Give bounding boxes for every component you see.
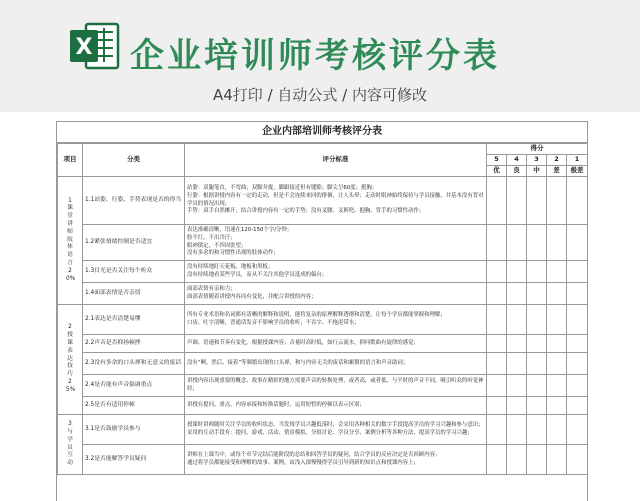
score-value: 3 <box>527 155 547 166</box>
table-row <box>58 397 588 415</box>
score-input-cell[interactable] <box>527 305 547 335</box>
score-input-cell[interactable] <box>547 397 567 415</box>
table-row <box>58 305 588 335</box>
criteria-cell: 授课时讲师随时关注学员的收听状态，当发现学员兴趣低落时，会采用各种相关的数字手段提高学员的学习兴趣和参与意识； 采用的互动手段有：提问、游戏、活动、情景模拟、分组讨论、学员分享、案例分析等各种方法，提高学员的学习兴趣； <box>185 415 487 445</box>
subcategory-cell: 1.1站姿、行姿、手势表现是否的得当 <box>83 177 185 225</box>
score-input-cell[interactable] <box>547 335 567 353</box>
criteria-cell: 讲师在上课当中，或每个章节完结后能阶段的总结和回答学员的疑问，结合学员的反应决定是否回顾内容； 通过将学员都能接受和理解的故事、案例，由浅入深慢慢得学员引导到新的知识点和授课内容上； <box>185 445 487 475</box>
score-input-cell[interactable] <box>487 283 507 305</box>
page-title: 企业培训师考核评分表 <box>130 36 500 76</box>
table-row <box>58 415 588 445</box>
score-input-cell[interactable] <box>527 177 547 225</box>
score-input-cell[interactable] <box>507 225 527 261</box>
group-name: 3与学员互动 <box>67 421 73 467</box>
score-input-cell[interactable] <box>547 283 567 305</box>
score-input-cell[interactable] <box>567 375 588 397</box>
score-input-cell[interactable] <box>487 397 507 415</box>
subcategory-cell: 1.4面部表情是否亲切 <box>83 283 185 305</box>
page-subtitle: A4打印 / 自动公式 / 内容可修改 <box>213 86 427 104</box>
score-input-cell[interactable] <box>527 397 547 415</box>
score-value: 4 <box>507 155 527 166</box>
score-input-cell[interactable] <box>507 177 527 225</box>
score-input-cell[interactable] <box>547 445 567 475</box>
score-input-cell[interactable] <box>507 375 527 397</box>
score-input-cell[interactable] <box>507 283 527 305</box>
table-row <box>58 375 588 397</box>
score-input-cell[interactable] <box>487 375 507 397</box>
score-input-cell[interactable] <box>547 415 567 445</box>
header-score: 得分 <box>487 144 588 155</box>
subcategory-cell: 2.2声音是否抑扬顿挫 <box>83 335 185 353</box>
score-input-cell[interactable] <box>487 225 507 261</box>
score-input-cell[interactable] <box>527 375 547 397</box>
score-input-cell[interactable] <box>507 353 527 375</box>
criteria-cell: 所有专业术语和名词都有清晰的解释和说明，能将复杂的原理解释透彻和清楚，让每个学员都能掌握和理解； 口齿、吐字清晰，普通话发音不影响学员的收听；不吞字、不拖泥带水； <box>185 305 487 335</box>
score-input-cell[interactable] <box>487 177 507 225</box>
subcategory-cell: 3.2是否能解答学员疑问 <box>83 445 185 475</box>
table-row <box>58 353 588 375</box>
table-row <box>58 283 588 305</box>
score-input-cell[interactable] <box>527 335 547 353</box>
score-input-cell[interactable] <box>507 397 527 415</box>
header-category: 分类 <box>83 144 185 177</box>
group-name-cell <box>58 305 83 415</box>
score-label: 差 <box>547 166 567 177</box>
criteria-cell: 站姿：双腿笔直，不弯曲；双脚并拢，脚跟接近但有缝隙；脚尖呈60度；挺胸； 行姿：根据讲授内容有一定的走动，但是不会连续来回的徘徊，让人头晕；走动时眼神始终保持与学员接触，并基本没有背对学员的情况出现； 手势：双手自然摊开，结合讲授内容有一定的手势；没有叉腰、叉裤兜、抱胸、背手的习惯性动作； <box>185 177 487 225</box>
subcategory-cell: 2.3没有多余的口头禅和无意义的废话 <box>83 353 185 375</box>
table-row <box>58 261 588 283</box>
table-row <box>58 177 588 225</box>
score-input-cell[interactable] <box>567 445 588 475</box>
score-label: 中 <box>527 166 547 177</box>
score-label: 优 <box>487 166 507 177</box>
score-input-cell[interactable] <box>567 397 588 415</box>
subcategory-cell: 2.1表达是否清楚易懂 <box>83 305 185 335</box>
excel-logo-icon <box>66 18 122 74</box>
subcategory-cell: 2.5是否有适用停顿 <box>83 397 185 415</box>
score-input-cell[interactable] <box>567 177 588 225</box>
score-input-cell[interactable] <box>527 445 547 475</box>
score-input-cell[interactable] <box>547 261 567 283</box>
score-input-cell[interactable] <box>527 225 547 261</box>
score-input-cell[interactable] <box>487 415 507 445</box>
header-criteria: 评分标准 <box>185 144 487 177</box>
score-input-cell[interactable] <box>507 415 527 445</box>
table-row <box>58 445 588 475</box>
score-input-cell[interactable] <box>487 353 507 375</box>
table-row <box>58 335 588 353</box>
subcategory-cell: 2.4是否能有声音强调重点 <box>83 375 185 397</box>
subcategory-cell: 1.3目光是否关注每个听众 <box>83 261 185 283</box>
header-project: 项目 <box>58 144 83 177</box>
group-name-cell <box>58 415 83 475</box>
score-input-cell[interactable] <box>547 353 567 375</box>
criteria-cell: 没有“啊、然后、接着”等频繁出现的口头禅，和与内容无关的废话和累赘的语言和声音助词； <box>185 353 487 375</box>
score-input-cell[interactable] <box>567 415 588 445</box>
group-name: 1课堂讲师肢体语言20% <box>66 197 76 282</box>
group-name-cell <box>58 177 83 305</box>
score-input-cell[interactable] <box>547 225 567 261</box>
excel-logo-letter: X <box>75 35 93 60</box>
score-value: 5 <box>487 155 507 166</box>
score-input-cell[interactable] <box>507 305 527 335</box>
score-input-cell[interactable] <box>567 353 588 375</box>
score-input-cell[interactable] <box>527 353 547 375</box>
score-input-cell[interactable] <box>487 445 507 475</box>
score-label: 良 <box>507 166 527 177</box>
score-input-cell[interactable] <box>487 335 507 353</box>
spreadsheet-preview <box>56 121 588 501</box>
score-input-cell[interactable] <box>527 261 547 283</box>
score-input-cell[interactable] <box>547 177 567 225</box>
score-input-cell[interactable] <box>547 375 567 397</box>
score-label: 极差 <box>567 166 588 177</box>
score-input-cell[interactable] <box>507 261 527 283</box>
sheet-title: 企业内部培训师考核评分表 <box>57 122 587 143</box>
score-input-cell[interactable] <box>507 335 527 353</box>
table-row <box>58 225 588 261</box>
criteria-cell: 讲授在提问、重点、内容承接和转换话题时，运用短暂的停顿以表示区别； <box>185 397 487 415</box>
score-value: 2 <box>547 155 567 166</box>
score-input-cell[interactable] <box>567 335 588 353</box>
score-input-cell[interactable] <box>547 305 567 335</box>
criteria-cell: 没有持续地盯天花板、地板和黑板； 没有持续地看某些学员，而从不关注其他学员选成的偏台； <box>185 261 487 283</box>
score-value: 1 <box>567 155 588 166</box>
score-input-cell[interactable] <box>567 305 588 335</box>
criteria-cell: 表达准确清晰，语速在120-150个字/分钟； 脸不红，不出冷汗； 眼神镇定，不四周张望； 没有多余的和习惯性出现的肢体动作； <box>185 225 487 261</box>
table-body <box>58 177 588 475</box>
score-input-cell[interactable] <box>527 415 547 445</box>
score-input-cell[interactable] <box>507 445 527 475</box>
subcategory-cell: 1.2紧张情绪控制是否适宜 <box>83 225 185 261</box>
subcategory-cell: 3.1是否鼓励学员参与 <box>83 415 185 445</box>
score-input-cell[interactable] <box>567 225 588 261</box>
evaluation-table <box>57 143 588 475</box>
group-name: 2授课表达技巧25% <box>66 324 76 393</box>
score-input-cell[interactable] <box>567 261 588 283</box>
criteria-cell: 讲授内容出现重要的概念、故事在精彩的地方需要声音的转换处理，或者高，或者低，与平时的声音不同，吸引听众的听觉神经； <box>185 375 487 397</box>
score-input-cell[interactable] <box>487 305 507 335</box>
banner <box>0 0 640 112</box>
criteria-cell: 面部表情有亲和力； 面部表情随着讲授内容而有变化，并配合讲授的内容； <box>185 283 487 305</box>
criteria-cell: 声调、语速和节奏有变化，根据授课内容；音量时高时低，如行云流水，抑同歌曲有旋律的感觉； <box>185 335 487 353</box>
score-input-cell[interactable] <box>567 283 588 305</box>
score-input-cell[interactable] <box>527 283 547 305</box>
score-input-cell[interactable] <box>487 261 507 283</box>
